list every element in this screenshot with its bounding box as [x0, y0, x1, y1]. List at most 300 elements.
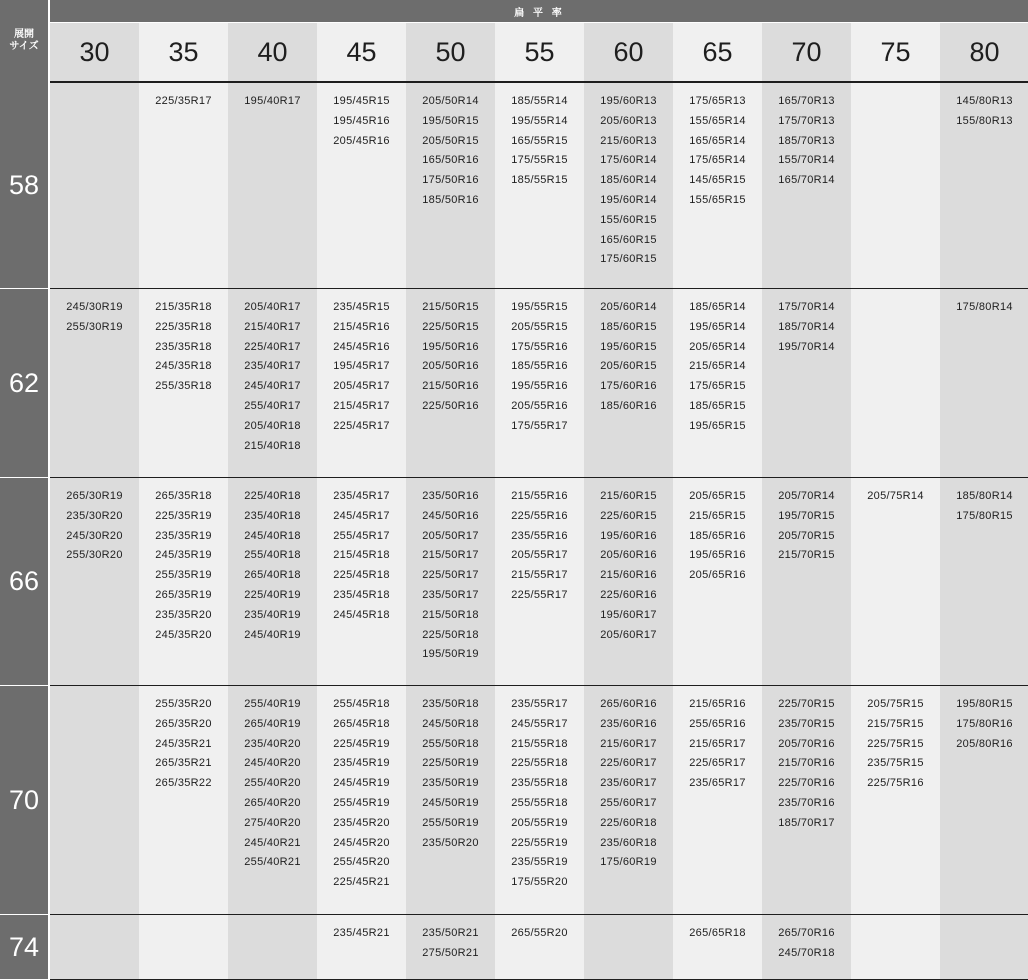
tire-size: 165/65R14 [689, 134, 746, 147]
tire-size: 175/60R16 [600, 380, 657, 393]
tire-size: 235/40R20 [244, 737, 301, 750]
tire-size: 225/40R18 [244, 490, 301, 502]
tire-size: 185/65R15 [689, 399, 746, 412]
table-cell [940, 82, 1028, 289]
table-cell [673, 478, 762, 686]
tire-size: 205/65R16 [689, 569, 746, 582]
table-cell [851, 289, 940, 478]
tire-size: 245/45R20 [333, 836, 390, 849]
tire-size: 195/70R15 [778, 509, 835, 522]
tire-size: 235/45R15 [333, 301, 390, 313]
tire-size: 265/40R19 [244, 717, 301, 730]
tire-size: 195/65R15 [689, 419, 746, 432]
tire-size: 235/65R17 [689, 777, 746, 790]
tire-size: 185/60R15 [600, 320, 657, 333]
tire-size: 205/40R17 [244, 301, 301, 313]
table-cell [495, 289, 584, 478]
tire-size: 165/70R13 [778, 95, 835, 107]
tire-size: 265/70R16 [778, 927, 835, 939]
tire-size: 185/60R14 [600, 174, 657, 187]
tire-size: 215/65R15 [689, 509, 746, 522]
table-cell [139, 478, 228, 686]
tire-size: 185/60R16 [600, 399, 657, 412]
tire-size: 185/65R16 [689, 529, 746, 542]
table-cell [495, 82, 584, 289]
tire-size: 175/80R14 [956, 301, 1013, 313]
tire-size: 225/40R19 [244, 588, 301, 601]
aspect-ratio-header-55: 55 [495, 23, 584, 83]
tire-size: 255/40R18 [244, 549, 301, 562]
tire-size: 215/45R16 [333, 320, 390, 333]
tire-size: 225/60R17 [600, 757, 657, 770]
tire-size: 175/55R15 [511, 154, 568, 167]
table-cell [50, 478, 139, 686]
table-row [0, 686, 1028, 915]
tire-size: 155/65R15 [689, 193, 746, 206]
tire-size: 235/55R16 [511, 529, 568, 542]
tire-size: 215/45R17 [333, 399, 390, 412]
tire-size: 205/60R17 [600, 628, 657, 641]
tire-size: 245/50R18 [422, 717, 479, 730]
tire-size: 185/55R14 [511, 95, 568, 107]
tire-size: 175/55R17 [511, 419, 568, 432]
tire-size: 205/60R13 [600, 114, 657, 127]
table-row [0, 82, 1028, 289]
tire-size: 205/50R16 [422, 360, 479, 373]
tire-size: 205/65R15 [689, 490, 746, 502]
tire-size: 195/45R16 [333, 114, 390, 127]
table-cell [584, 478, 673, 686]
table-cell [673, 686, 762, 915]
table-cell [940, 686, 1028, 915]
tire-size: 225/50R16 [422, 399, 479, 412]
tire-size: 195/40R17 [244, 95, 301, 107]
tire-size: 205/75R14 [867, 490, 924, 502]
table-cell [139, 289, 228, 478]
tire-size: 245/45R19 [333, 777, 390, 790]
tire-size: 235/50R20 [422, 836, 479, 849]
tire-size: 235/40R17 [244, 360, 301, 373]
tire-size: 235/35R19 [155, 529, 212, 542]
aspect-ratio-title: 扁 平 率 [50, 0, 1028, 23]
tire-size: 195/60R15 [600, 340, 657, 353]
tire-size: 255/45R18 [333, 698, 390, 710]
tire-size: 215/55R16 [511, 490, 568, 502]
table-cell [940, 478, 1028, 686]
tire-size: 235/45R20 [333, 816, 390, 829]
tire-size: 175/80R15 [956, 509, 1013, 522]
tire-size: 255/65R16 [689, 717, 746, 730]
tire-size: 225/55R17 [511, 588, 568, 601]
tire-size: 225/60R16 [600, 588, 657, 601]
tire-size: 245/55R17 [511, 717, 568, 730]
expanded-size-label: 66 [0, 478, 48, 686]
table-cell [851, 478, 940, 686]
tire-size: 165/55R15 [511, 134, 568, 147]
table-cell [406, 686, 495, 915]
tire-size: 245/40R20 [244, 757, 301, 770]
tire-size: 165/70R14 [778, 174, 835, 187]
tire-size: 205/45R16 [333, 134, 390, 147]
aspect-ratio-header-35: 35 [139, 23, 228, 83]
table-cell [228, 915, 317, 980]
tire-size: 225/75R16 [867, 777, 924, 790]
tire-size: 205/60R15 [600, 360, 657, 373]
tire-size: 215/60R15 [600, 490, 657, 502]
tire-size: 205/65R14 [689, 340, 746, 353]
tire-size: 155/70R14 [778, 154, 835, 167]
table-cell [495, 478, 584, 686]
table-cell [139, 915, 228, 980]
tire-size: 235/45R17 [333, 490, 390, 502]
tire-size: 195/50R16 [422, 340, 479, 353]
tire-size: 255/55R18 [511, 796, 568, 809]
aspect-ratio-header-75: 75 [851, 23, 940, 83]
table-cell [762, 915, 851, 980]
tire-size: 205/50R17 [422, 529, 479, 542]
tire-size: 215/70R15 [778, 549, 835, 562]
tire-size: 225/50R19 [422, 757, 479, 770]
tire-size: 205/75R15 [867, 698, 924, 710]
tire-size: 235/55R19 [511, 856, 568, 869]
tire-size: 205/50R15 [422, 134, 479, 147]
tire-size: 175/70R14 [778, 301, 835, 313]
tire-size: 215/60R16 [600, 569, 657, 582]
tire-size: 225/55R19 [511, 836, 568, 849]
tire-size: 255/35R18 [155, 380, 212, 393]
tire-size: 225/50R17 [422, 569, 479, 582]
corner-header [0, 0, 48, 82]
tire-size: 255/45R19 [333, 796, 390, 809]
aspect-ratio-header-50: 50 [406, 23, 495, 83]
tire-size: 205/70R15 [778, 529, 835, 542]
tire-size: 205/50R14 [422, 95, 479, 107]
tire-size: 235/60R17 [600, 777, 657, 790]
aspect-ratio-header-45: 45 [317, 23, 406, 83]
tire-size: 175/55R16 [511, 340, 568, 353]
tire-size: 245/45R18 [333, 608, 390, 621]
table-cell [139, 686, 228, 915]
tire-size: 215/70R16 [778, 757, 835, 770]
expanded-size-label: 58 [0, 82, 48, 289]
table-cell [317, 82, 406, 289]
tire-size: 215/65R14 [689, 360, 746, 373]
table-cell [584, 915, 673, 980]
tire-size: 225/40R17 [244, 340, 301, 353]
table-cell [762, 478, 851, 686]
tire-size: 175/65R14 [689, 154, 746, 167]
tire-size: 185/70R13 [778, 134, 835, 147]
tire-size: 255/50R18 [422, 737, 479, 750]
table-cell [851, 82, 940, 289]
tire-size: 195/65R16 [689, 549, 746, 562]
tire-size: 235/70R16 [778, 796, 835, 809]
tire-size: 225/45R18 [333, 569, 390, 582]
tire-size: 235/50R17 [422, 588, 479, 601]
tire-size: 175/70R13 [778, 114, 835, 127]
tire-size: 225/45R19 [333, 737, 390, 750]
corner-label-line1: 展開 [14, 29, 34, 40]
aspect-ratio-header-65: 65 [673, 23, 762, 83]
tire-size: 195/55R16 [511, 380, 568, 393]
table-cell [584, 686, 673, 915]
tire-size: 195/55R15 [511, 301, 568, 313]
aspect-ratio-header-70: 70 [762, 23, 851, 83]
table-cell [584, 82, 673, 289]
table-cell [406, 915, 495, 980]
tire-size: 255/30R19 [66, 320, 123, 333]
tire-size: 265/35R22 [155, 777, 212, 790]
tire-size: 195/45R15 [333, 95, 390, 107]
tire-size: 235/55R18 [511, 777, 568, 790]
tire-size: 175/65R15 [689, 380, 746, 393]
tire-size: 235/50R21 [422, 927, 479, 939]
tire-size: 215/55R17 [511, 569, 568, 582]
aspect-ratio-header-30: 30 [50, 23, 139, 83]
tire-size: 195/80R15 [956, 698, 1013, 710]
tire-size: 155/80R13 [956, 114, 1013, 127]
expanded-size-label: 70 [0, 686, 48, 915]
tire-size: 245/45R17 [333, 509, 390, 522]
tire-size: 245/30R20 [66, 529, 123, 542]
table-cell [50, 82, 139, 289]
table-cell [673, 82, 762, 289]
aspect-ratio-header-80: 80 [940, 23, 1028, 83]
tire-size: 175/60R15 [600, 253, 657, 266]
tire-size: 195/60R14 [600, 193, 657, 206]
tire-size: 185/80R14 [956, 490, 1013, 502]
table-cell [317, 289, 406, 478]
table-cell [228, 686, 317, 915]
tire-size: 255/30R20 [66, 549, 123, 562]
tire-size: 225/35R18 [155, 320, 212, 333]
tire-size: 255/45R17 [333, 529, 390, 542]
tire-size: 245/35R19 [155, 549, 212, 562]
table-cell [317, 686, 406, 915]
table-cell [495, 686, 584, 915]
tire-size: 175/55R20 [511, 876, 568, 889]
tire-size: 275/50R21 [422, 946, 479, 959]
table-cell [228, 82, 317, 289]
tire-size: 205/55R15 [511, 320, 568, 333]
tire-size: 175/80R16 [956, 717, 1013, 730]
tire-size: 145/80R13 [956, 95, 1013, 107]
tire-size: 235/45R21 [333, 927, 390, 939]
aspect-ratio-header-row [0, 23, 1028, 83]
tire-size: 195/50R19 [422, 648, 479, 661]
table-cell [851, 915, 940, 980]
tire-size: 185/70R17 [778, 816, 835, 829]
tire-size: 225/50R18 [422, 628, 479, 641]
tire-size: 205/55R16 [511, 399, 568, 412]
tire-size: 255/45R20 [333, 856, 390, 869]
tire-size: 205/55R17 [511, 549, 568, 562]
tire-size: 185/65R14 [689, 301, 746, 313]
tire-size: 265/40R20 [244, 796, 301, 809]
tire-size: 195/60R16 [600, 529, 657, 542]
tire-size: 205/70R14 [778, 490, 835, 502]
tire-size: 245/40R21 [244, 836, 301, 849]
tire-size: 255/40R20 [244, 777, 301, 790]
tire-size: 255/50R19 [422, 816, 479, 829]
tire-size: 245/30R19 [66, 301, 123, 313]
tire-size: 235/40R19 [244, 608, 301, 621]
tire-size: 265/45R18 [333, 717, 390, 730]
tire-size: 215/50R15 [422, 301, 479, 313]
tire-size: 215/65R16 [689, 698, 746, 710]
tire-size: 185/55R16 [511, 360, 568, 373]
tire-size: 225/55R18 [511, 757, 568, 770]
tire-size: 265/35R18 [155, 490, 212, 502]
tire-size: 245/35R20 [155, 628, 212, 641]
tire-size: 215/50R17 [422, 549, 479, 562]
tire-size: 235/30R20 [66, 509, 123, 522]
tire-size: 225/45R17 [333, 419, 390, 432]
tire-size: 185/70R14 [778, 320, 835, 333]
tire-size: 255/60R17 [600, 796, 657, 809]
tire-size: 225/55R16 [511, 509, 568, 522]
table-body [0, 82, 1028, 980]
tire-size: 235/40R18 [244, 509, 301, 522]
table-cell [762, 82, 851, 289]
tire-size: 245/35R21 [155, 737, 212, 750]
table-cell [673, 915, 762, 980]
tire-size: 265/55R20 [511, 927, 568, 939]
tire-size: 235/70R15 [778, 717, 835, 730]
tire-size: 235/35R18 [155, 340, 212, 353]
tire-size: 195/60R13 [600, 95, 657, 107]
table-cell [851, 686, 940, 915]
tire-size: 245/50R19 [422, 796, 479, 809]
tire-size: 235/50R19 [422, 777, 479, 790]
tire-size: 205/60R14 [600, 301, 657, 313]
tire-size: 265/60R16 [600, 698, 657, 710]
tire-size: 195/50R15 [422, 114, 479, 127]
tire-size: 205/70R16 [778, 737, 835, 750]
expanded-size-label: 62 [0, 289, 48, 478]
tire-size: 245/70R18 [778, 946, 835, 959]
table-row [0, 915, 1028, 980]
tire-size: 225/70R16 [778, 777, 835, 790]
tire-size: 235/60R18 [600, 836, 657, 849]
aspect-ratio-header-60: 60 [584, 23, 673, 83]
tire-size: 225/60R18 [600, 816, 657, 829]
tire-size: 195/65R14 [689, 320, 746, 333]
tire-size: 225/75R15 [867, 737, 924, 750]
tire-size: 215/50R16 [422, 380, 479, 393]
tire-size: 255/40R17 [244, 399, 301, 412]
tire-size: 225/35R19 [155, 509, 212, 522]
tire-size: 265/40R18 [244, 569, 301, 582]
table-cell [406, 289, 495, 478]
tire-size: 245/40R17 [244, 380, 301, 393]
table-cell [317, 915, 406, 980]
expanded-size-label: 74 [0, 915, 48, 980]
tire-size: 245/45R16 [333, 340, 390, 353]
tire-size: 265/35R19 [155, 588, 212, 601]
tire-size: 155/65R14 [689, 114, 746, 127]
tire-size: 235/75R15 [867, 757, 924, 770]
tire-size: 225/45R21 [333, 876, 390, 889]
tire-size: 245/40R19 [244, 628, 301, 641]
tire-size: 265/30R19 [66, 490, 123, 502]
corner-label-line2: サイズ [9, 41, 39, 52]
tire-size: 215/65R17 [689, 737, 746, 750]
tire-size: 225/50R15 [422, 320, 479, 333]
tire-size: 215/60R13 [600, 134, 657, 147]
tire-size: 155/60R15 [600, 213, 657, 226]
tire-size: 225/70R15 [778, 698, 835, 710]
tire-size: 185/55R15 [511, 174, 568, 187]
tire-size: 235/50R18 [422, 698, 479, 710]
table-cell [762, 686, 851, 915]
tire-size: 195/70R14 [778, 340, 835, 353]
tire-size: 205/60R16 [600, 549, 657, 562]
table-cell [673, 289, 762, 478]
tire-size: 225/65R17 [689, 757, 746, 770]
tire-size: 195/45R17 [333, 360, 390, 373]
table-cell [406, 478, 495, 686]
tire-size: 205/55R19 [511, 816, 568, 829]
tire-size: 235/60R16 [600, 717, 657, 730]
tire-size: 175/60R14 [600, 154, 657, 167]
tire-size: 175/60R19 [600, 856, 657, 869]
tire-size: 195/60R17 [600, 608, 657, 621]
table-cell [762, 289, 851, 478]
table-cell [940, 289, 1028, 478]
aspect-ratio-header-40: 40 [228, 23, 317, 83]
tire-size: 185/50R16 [422, 193, 479, 206]
tire-size: 215/40R17 [244, 320, 301, 333]
tire-size: 245/40R18 [244, 529, 301, 542]
table-cell [584, 289, 673, 478]
tire-size: 235/35R20 [155, 608, 212, 621]
tire-size: 215/40R18 [244, 439, 301, 452]
tire-size: 175/65R13 [689, 95, 746, 107]
tire-size: 165/60R15 [600, 233, 657, 246]
tire-size: 245/35R18 [155, 360, 212, 373]
tire-size: 215/50R18 [422, 608, 479, 621]
tire-size: 145/65R15 [689, 174, 746, 187]
tire-size: 205/45R17 [333, 380, 390, 393]
tire-size: 235/45R18 [333, 588, 390, 601]
table-cell [940, 915, 1028, 980]
tire-size: 235/55R17 [511, 698, 568, 710]
tire-size: 255/40R21 [244, 856, 301, 869]
table-cell [317, 478, 406, 686]
tire-size: 255/40R19 [244, 698, 301, 710]
tire-size: 255/35R20 [155, 698, 212, 710]
tire-size: 195/55R14 [511, 114, 568, 127]
table-row [0, 478, 1028, 686]
tire-size: 215/75R15 [867, 717, 924, 730]
table-cell [228, 289, 317, 478]
tire-size: 225/60R15 [600, 509, 657, 522]
tire-size: 235/45R19 [333, 757, 390, 770]
tire-size: 265/35R20 [155, 717, 212, 730]
table-cell [406, 82, 495, 289]
tire-size: 275/40R20 [244, 816, 301, 829]
tire-size: 235/50R16 [422, 490, 479, 502]
table-cell [50, 289, 139, 478]
tire-size: 255/35R19 [155, 569, 212, 582]
tire-size: 225/35R17 [155, 95, 212, 107]
table-cell [50, 915, 139, 980]
table-cell [139, 82, 228, 289]
table-cell [228, 478, 317, 686]
tire-size: 175/50R16 [422, 174, 479, 187]
table-cell [495, 915, 584, 980]
